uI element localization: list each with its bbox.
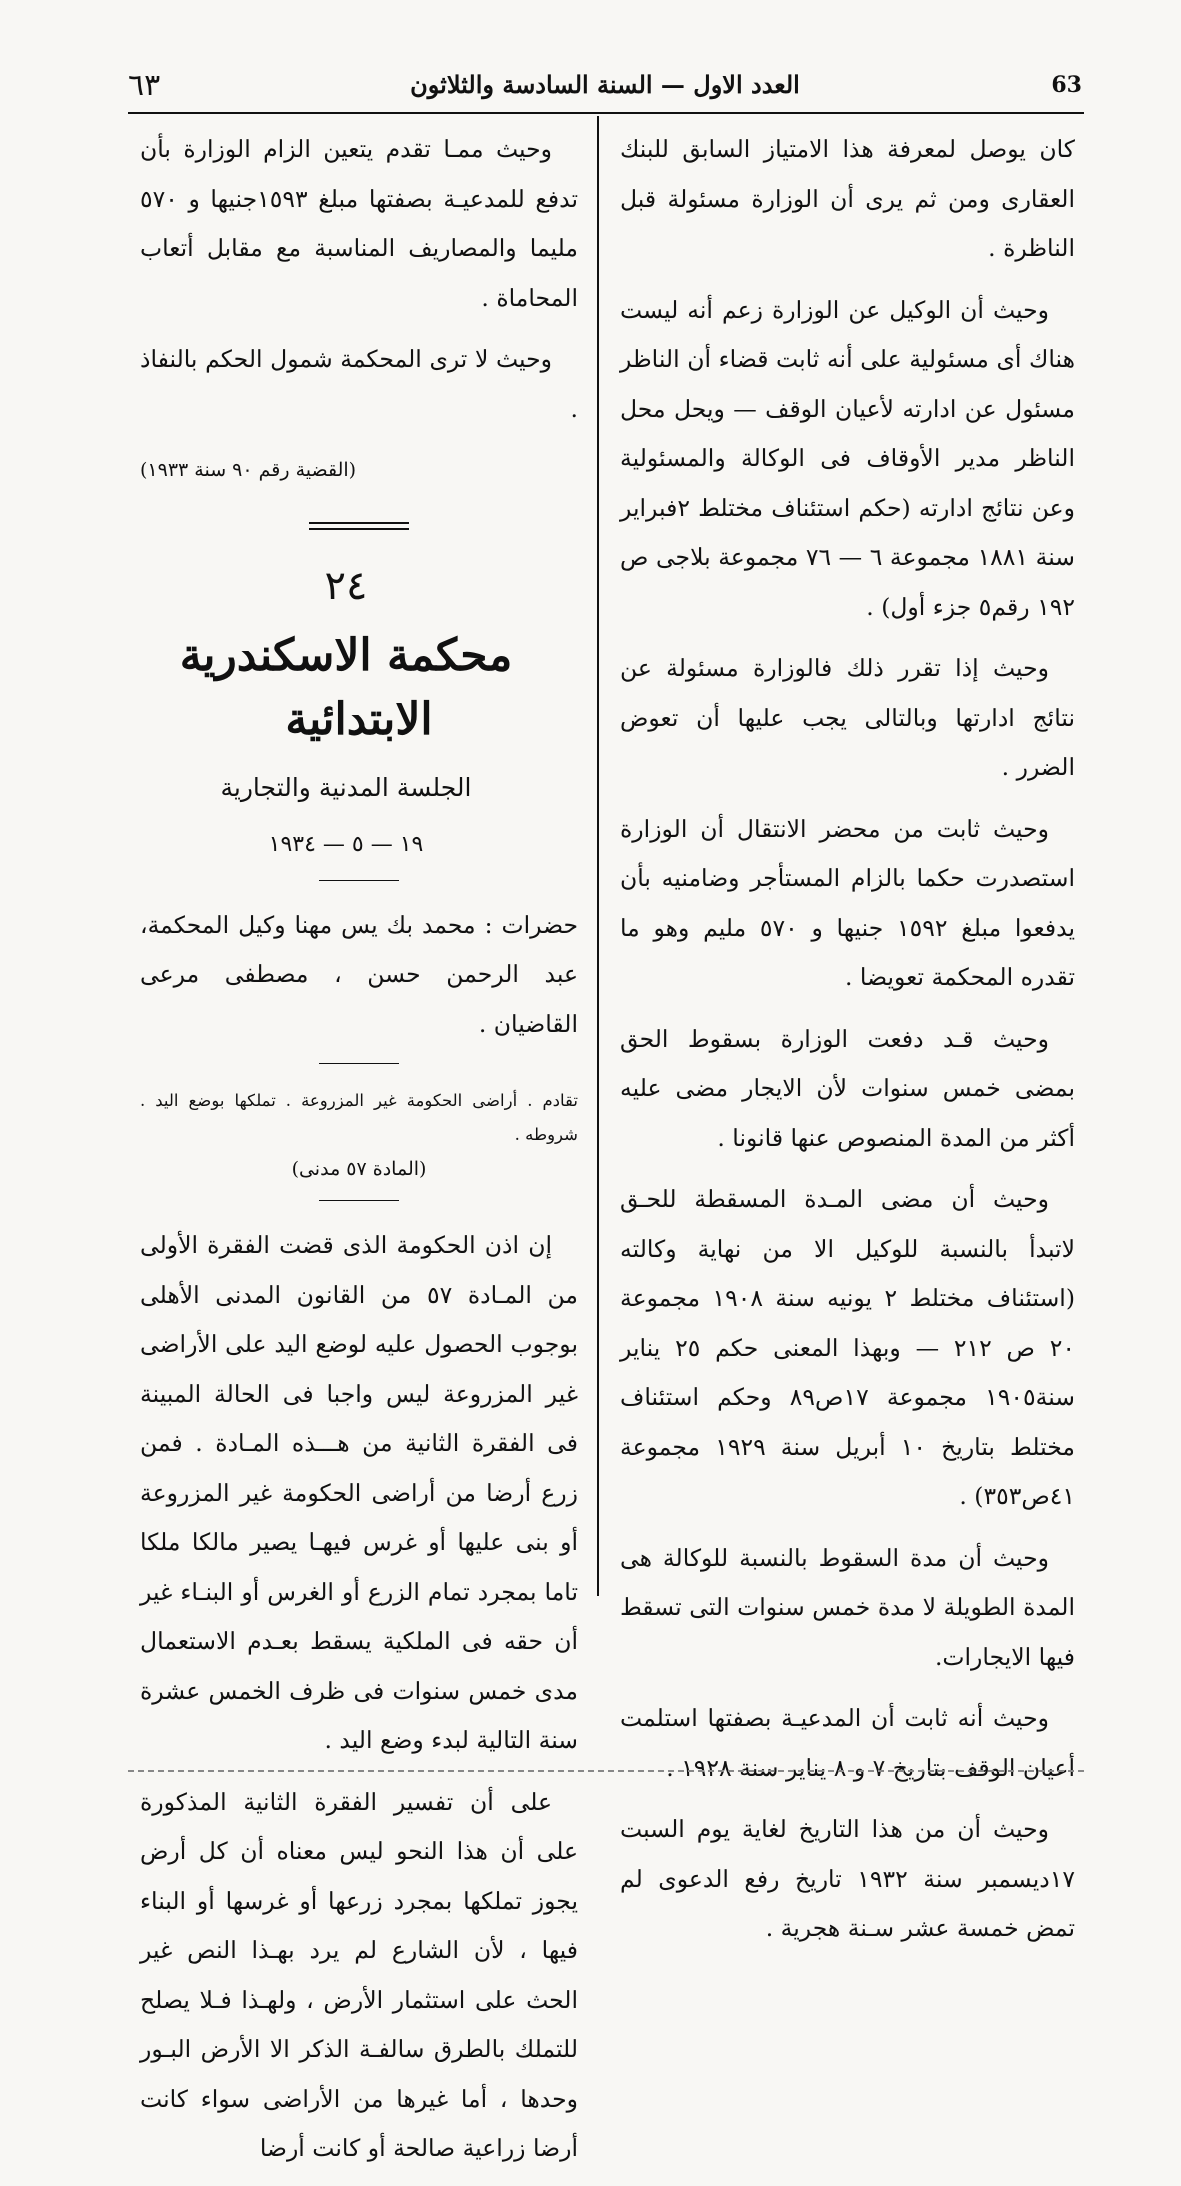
paragraph: على أن تفسير الفقرة الثانية المذكورة على أن هذا النحو ليس معناه أن كل أرض يجوز تملكها بمجرد زرعها أو غرسها أو البناء فيها ، لأن الشارع لم يرد بهـذا النص غير الحث على استثمار الأرض ، ولهـذا فـلا يصلح للتملك بالطرق سالفـة الذكر الا الأرض البـور وحدها ، أما غيرها من الأراضى سواء كانت أرضا زراعية صالحة أو كانت أرضا <box>140 1787 578 2162</box>
paragraph: وحيث أن من هذا التاريخ لغاية يوم السبت ١٧ديسمبر سنة ١٩٣٢ تاريخ رفع الدعوى لم تمض خمسة عشر سـنة هجرية . <box>620 1815 1076 1942</box>
left-column <box>140 125 578 2186</box>
paragraph: وحيث أنه ثابت أن المدعيـة بصفتها استلمت أعيان الوقف بتاريخ ٧ و ٨ يناير سنة ١٩٢٨ . <box>620 1704 1075 1782</box>
case-summary: تقادم . أراضى الحكومة غير المزروعة . تملكها بوضع اليد . شروطه . <box>140 1091 578 1144</box>
law-article: (المادة ٥٧ مدنى) <box>291 1158 427 1180</box>
session-title: الجلسة المدنية والتجارية <box>220 772 472 802</box>
court-title: محكمة الاسكندرية الابتدائية <box>179 629 513 745</box>
judges-line: حضرات : محمد بك يس مهنا وكيل المحكمة، عبد الرحمن حسن ، مصطفى مرعى القاضيان . <box>140 910 578 1038</box>
case-number: ٢٤ <box>324 562 368 609</box>
paragraph: وحيث إذا تقرر ذلك فالوزارة مسئولة عن نتائج ادارتها وبالتالى يجب عليها أن تعوض الضرر . <box>620 654 1075 781</box>
column-divider <box>597 116 599 1596</box>
paragraph: وحيث أن مضى المـدة المسقطة للحـق لاتبدأ بالنسبة للوكيل الا من نهاية وكالته (استئناف مختلط ٢ يونيه سنة ١٩٠٨ مجموعة ٢٠ ص ٢١٢ — وبهذا المعنى حكم ٢٥ يناير سنة١٩٠٥ مجموعة ١٧ص٨٩ وحكم استئناف مختلط بتاريخ ١٠ أبريل سنة ١٩٢٩ مجموعة ٤١ص٣٥٣) . <box>620 1185 1076 1510</box>
separator <box>319 1063 399 1064</box>
judgment-date: ١٩ — ٥ — ١٩٣٤ <box>268 831 424 857</box>
right-column <box>620 125 1075 1966</box>
paragraph: وحيث أن الوكيل عن الوزارة زعم أنه ليست هناك أى مسئولية على أنه ثابت قضاء أن الناظر مسئول عن ادارته لأعيان الوقف — ويحل محل الناظر مدير الأوقاف فى الوكالة والمسئولية وعن نتائج ادارته (حكم استئناف مختلط ٢فبراير سنة ١٨٨١ مجموعة ٦ — ٧٦ مجموعة بلاجى ص ١٩٢ رقم٥ جزء أول) . <box>620 295 1075 621</box>
paragraph: إن اذن الحكومة الذى قضت الفقرة الأولى من المـادة ٥٧ من القانون المدنى الأهلى بوجوب الحصول عليه لوضع اليد على الأراضى غير المزروعة ليس واجبا فى الحالة المبينة فى الفقرة الثانية من هـــذه المـادة . فمن زرع أرضا من أراضى الحكومة غير المزروعة أو بنى عليها أو غرس فيهـا يصير مالكا ملكا تاما بمجرد تمام الزرع أو الغرس أو البنـاء غير أن حقه فى الملكية يسقط بعـدم الاستعمال مدى خمس سنوات فى ظرف الخمس عشرة سنة التالية لبدء وضع اليد . <box>140 1231 579 1754</box>
page-header <box>128 62 1082 112</box>
page-number-arabic: ٦٣ <box>128 68 161 103</box>
case-reference: (القضية رقم ٩٠ سنة ١٩٣٣) <box>140 459 357 481</box>
paragraph: وحيث أن مدة السقوط بالنسبة للوكالة هى المدة الطويلة لا مدة خمس سنوات التى تسقط فيها الايجارات. <box>620 1543 1075 1671</box>
paragraph: وحيث قـد دفعت الوزارة بسقوط الحق بمضى خمس سنوات لأن الايجار مضى عليه أكثر من المدة المنصوص عنها قانونا . <box>620 1024 1075 1152</box>
page-number-latin: 63 <box>1051 72 1082 98</box>
header-rule <box>128 112 1084 114</box>
separator <box>319 880 399 881</box>
running-title: العدد الاول — السنة السادسة والثلاثون <box>410 70 800 99</box>
paragraph: وحيث ممـا تقدم يتعين الزام الوزارة بأن تدفع للمدعيـة بصفتها مبلغ ١٥٩٣جنيها و ٥٧٠ مليما والمصاريف المناسبة مع مقابل أتعاب المحاماة . <box>140 135 578 312</box>
paragraph: وحيث ثابت من محضر الانتقال أن الوزارة استصدرت حكما بالزام المستأجر وضامنيه بأن يدفعوا مبلغ ١٥٩٢ جنيها و ٥٧٠ مليم وهو ما تقدره المحكمة تعويضا . <box>620 814 1076 991</box>
section-separator <box>309 522 409 530</box>
paragraph: كان يوصل لمعرفة هذا الامتياز السابق للبنك العقارى ومن ثم يرى أن الوزارة مسئولة قبل الناظرة . <box>620 135 1075 262</box>
paragraph: وحيث لا ترى المحكمة شمول الحكم بالنفاذ . <box>140 345 578 423</box>
separator <box>319 1200 399 1201</box>
footer-rule <box>128 1770 1084 1772</box>
